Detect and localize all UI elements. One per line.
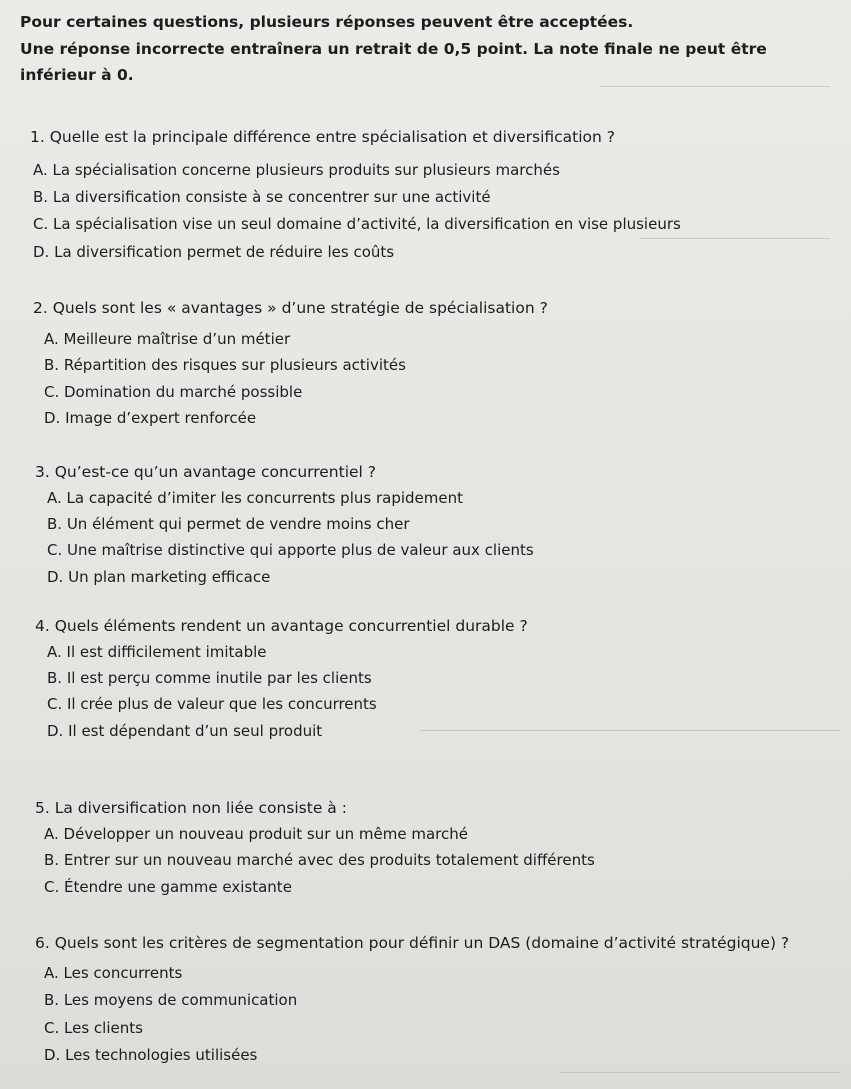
question-text: 2. Quels sont les « avantages » d’une stratégie de spécialisation ? bbox=[33, 299, 548, 317]
bleed-through-line bbox=[640, 238, 830, 239]
answer-option[interactable]: C. Les clients bbox=[44, 1019, 143, 1037]
answer-option[interactable]: B. Entrer sur un nouveau marché avec des produits totalement différents bbox=[44, 851, 595, 869]
answer-option[interactable]: A. Meilleure maîtrise d’un métier bbox=[44, 330, 291, 348]
answer-option[interactable]: A. La capacité d’imiter les concurrents plus rapidement bbox=[47, 489, 463, 507]
answer-option[interactable]: A. Il est difficilement imitable bbox=[47, 643, 267, 661]
bleed-through-line bbox=[420, 730, 840, 731]
answer-option[interactable]: D. Il est dépendant d’un seul produit bbox=[47, 722, 323, 740]
bleed-through-line bbox=[600, 86, 830, 87]
answer-option[interactable]: D. Les technologies utilisées bbox=[44, 1046, 258, 1064]
answer-option[interactable]: D. La diversification permet de réduire les coûts bbox=[33, 243, 395, 261]
question-text: 1. Quelle est la principale différence entre spécialisation et diversification ? bbox=[30, 128, 616, 146]
instructions-line-3: inférieur à 0. bbox=[20, 66, 134, 84]
answer-option[interactable]: B. Il est perçu comme inutile par les clients bbox=[47, 669, 372, 687]
bleed-through-line bbox=[560, 1072, 840, 1073]
answer-option[interactable]: C. Il crée plus de valeur que les concurrents bbox=[47, 695, 377, 713]
answer-option[interactable]: A. Développer un nouveau produit sur un même marché bbox=[44, 825, 469, 843]
question-text: 4. Quels éléments rendent un avantage concurrentiel durable ? bbox=[35, 617, 528, 635]
question-text: 6. Quels sont les critères de segmentation pour définir un DAS (domaine d’activité stratégique) ? bbox=[35, 934, 790, 952]
answer-option[interactable]: D. Image d’expert renforcée bbox=[44, 409, 257, 427]
instructions-line-1: Pour certaines questions, plusieurs réponses peuvent être acceptées. bbox=[20, 13, 634, 31]
instructions-line-2: Une réponse incorrecte entraînera un retrait de 0,5 point. La note finale ne peut être bbox=[20, 40, 767, 58]
answer-option[interactable]: A. Les concurrents bbox=[44, 964, 183, 982]
answer-option[interactable]: C. Domination du marché possible bbox=[44, 383, 303, 401]
answer-option[interactable]: A. La spécialisation concerne plusieurs produits sur plusieurs marchés bbox=[33, 161, 560, 179]
question-text: 3. Qu’est-ce qu’un avantage concurrentiel ? bbox=[35, 463, 377, 481]
answer-option[interactable]: B. Répartition des risques sur plusieurs activités bbox=[44, 356, 406, 374]
answer-option[interactable]: C. Étendre une gamme existante bbox=[44, 878, 292, 896]
answer-option[interactable]: B. La diversification consiste à se concentrer sur une activité bbox=[33, 188, 491, 206]
answer-option[interactable]: C. La spécialisation vise un seul domaine d’activité, la diversification en vise plusieurs bbox=[33, 215, 681, 233]
answer-option[interactable]: C. Une maîtrise distinctive qui apporte plus de valeur aux clients bbox=[47, 541, 534, 559]
answer-option[interactable]: B. Un élément qui permet de vendre moins cher bbox=[47, 515, 410, 533]
question-text: 5. La diversification non liée consiste à : bbox=[35, 799, 347, 817]
answer-option[interactable]: D. Un plan marketing efficace bbox=[47, 568, 271, 586]
answer-option[interactable]: B. Les moyens de communication bbox=[44, 991, 298, 1009]
